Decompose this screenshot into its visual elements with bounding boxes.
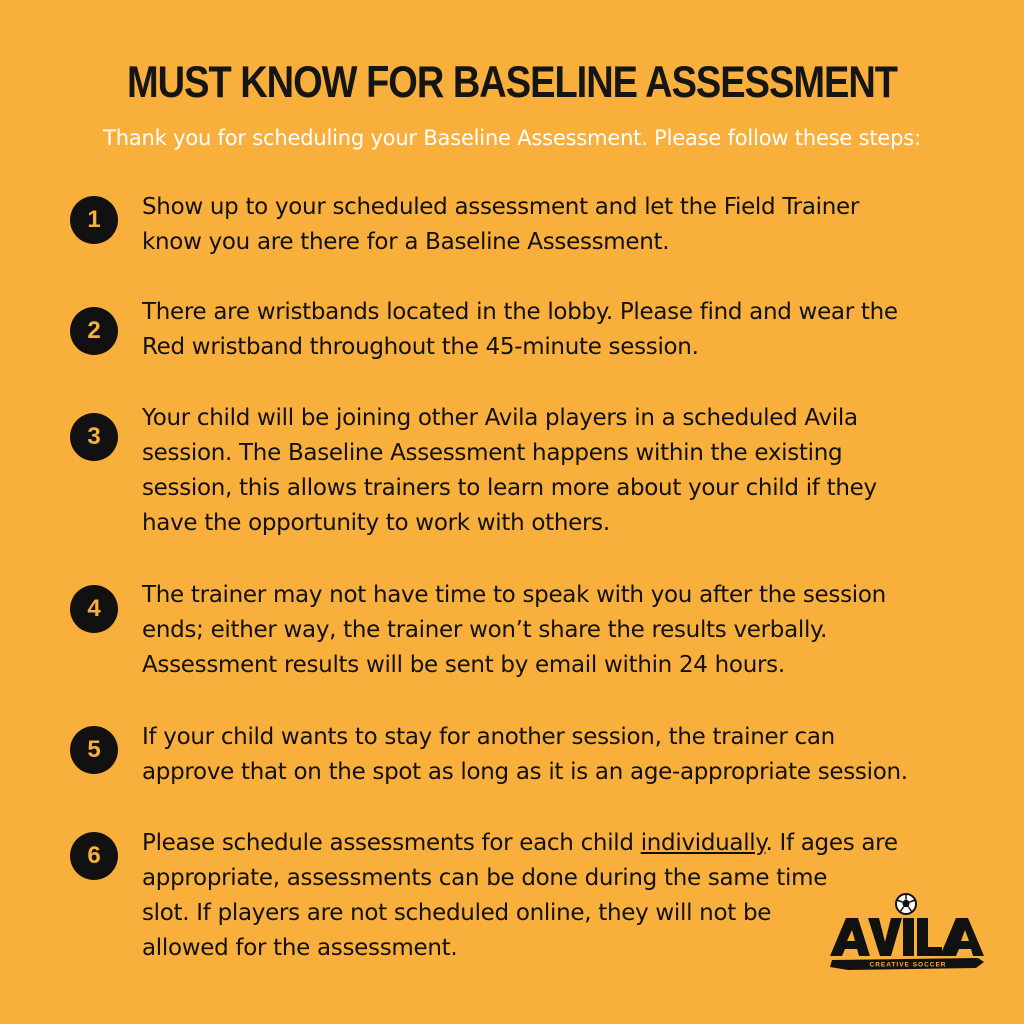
step-text-line: Your child will be joining other Avila players in a scheduled Avila xyxy=(142,405,858,431)
step-text-line: session, this allows trainers to learn more about your child if they xyxy=(142,475,877,501)
step-number-badge: 2 xyxy=(70,307,118,355)
step-number-badge: 3 xyxy=(70,413,118,461)
step-text-line: approve that on the spot as long as it is an age-appropriate session. xyxy=(142,759,908,785)
step-text-line xyxy=(142,826,898,861)
step-text-line: Assessment results will be sent by email within 24 hours. xyxy=(142,652,785,678)
step-text-line: The trainer may not have time to speak with you after the session xyxy=(142,582,886,608)
step-text xyxy=(142,190,859,260)
step-text-line: know you are there for a Baseline Assessment. xyxy=(142,229,670,255)
avila-wordmark xyxy=(830,918,984,956)
step-number-badge: 6 xyxy=(70,832,118,880)
step-text-segment: . If ages are xyxy=(765,830,898,856)
avila-logo xyxy=(828,890,988,980)
step-text-line: Show up to your scheduled assessment and let the Field Trainer xyxy=(142,194,860,220)
page-subtitle: Thank you for scheduling your Baseline Assessment. Please follow these steps: xyxy=(103,126,921,150)
step-number-badge: 5 xyxy=(70,726,118,774)
step-text-line: appropriate, assessments can be done during the same time xyxy=(142,865,828,891)
step-text xyxy=(142,826,898,966)
step-text xyxy=(142,720,908,790)
step-text-segment: Please schedule assessments for each child xyxy=(142,830,641,856)
step-text-line: ends; either way, the trainer won’t share the results verbally. xyxy=(142,617,828,643)
step-text-line: There are wristbands located in the lobby. Please find and wear the xyxy=(142,299,898,325)
step-text-line: Red wristband throughout the 45-minute session. xyxy=(142,334,699,360)
page-title: MUST KNOW FOR BASELINE ASSESSMENT xyxy=(127,58,897,108)
step-text xyxy=(142,578,886,683)
logo-tagline: CREATIVE SOCCER xyxy=(869,961,947,969)
logo-graphic xyxy=(828,890,988,980)
underlined-word: individually xyxy=(640,830,766,856)
step-text-line: slot. If players are not scheduled online, they will not be xyxy=(142,900,772,926)
step-number-badge: 1 xyxy=(70,196,118,244)
step-text-line: If your child wants to stay for another session, the trainer can xyxy=(142,724,835,750)
step-text-line: have the opportunity to work with others. xyxy=(142,510,610,536)
step-text-line: session. The Baseline Assessment happens within the existing xyxy=(142,440,843,466)
step-text xyxy=(142,401,877,541)
step-text-line: allowed for the assessment. xyxy=(142,935,458,961)
step-number-badge: 4 xyxy=(70,585,118,633)
step-text xyxy=(142,295,898,365)
soccer-ball-icon xyxy=(896,894,916,914)
